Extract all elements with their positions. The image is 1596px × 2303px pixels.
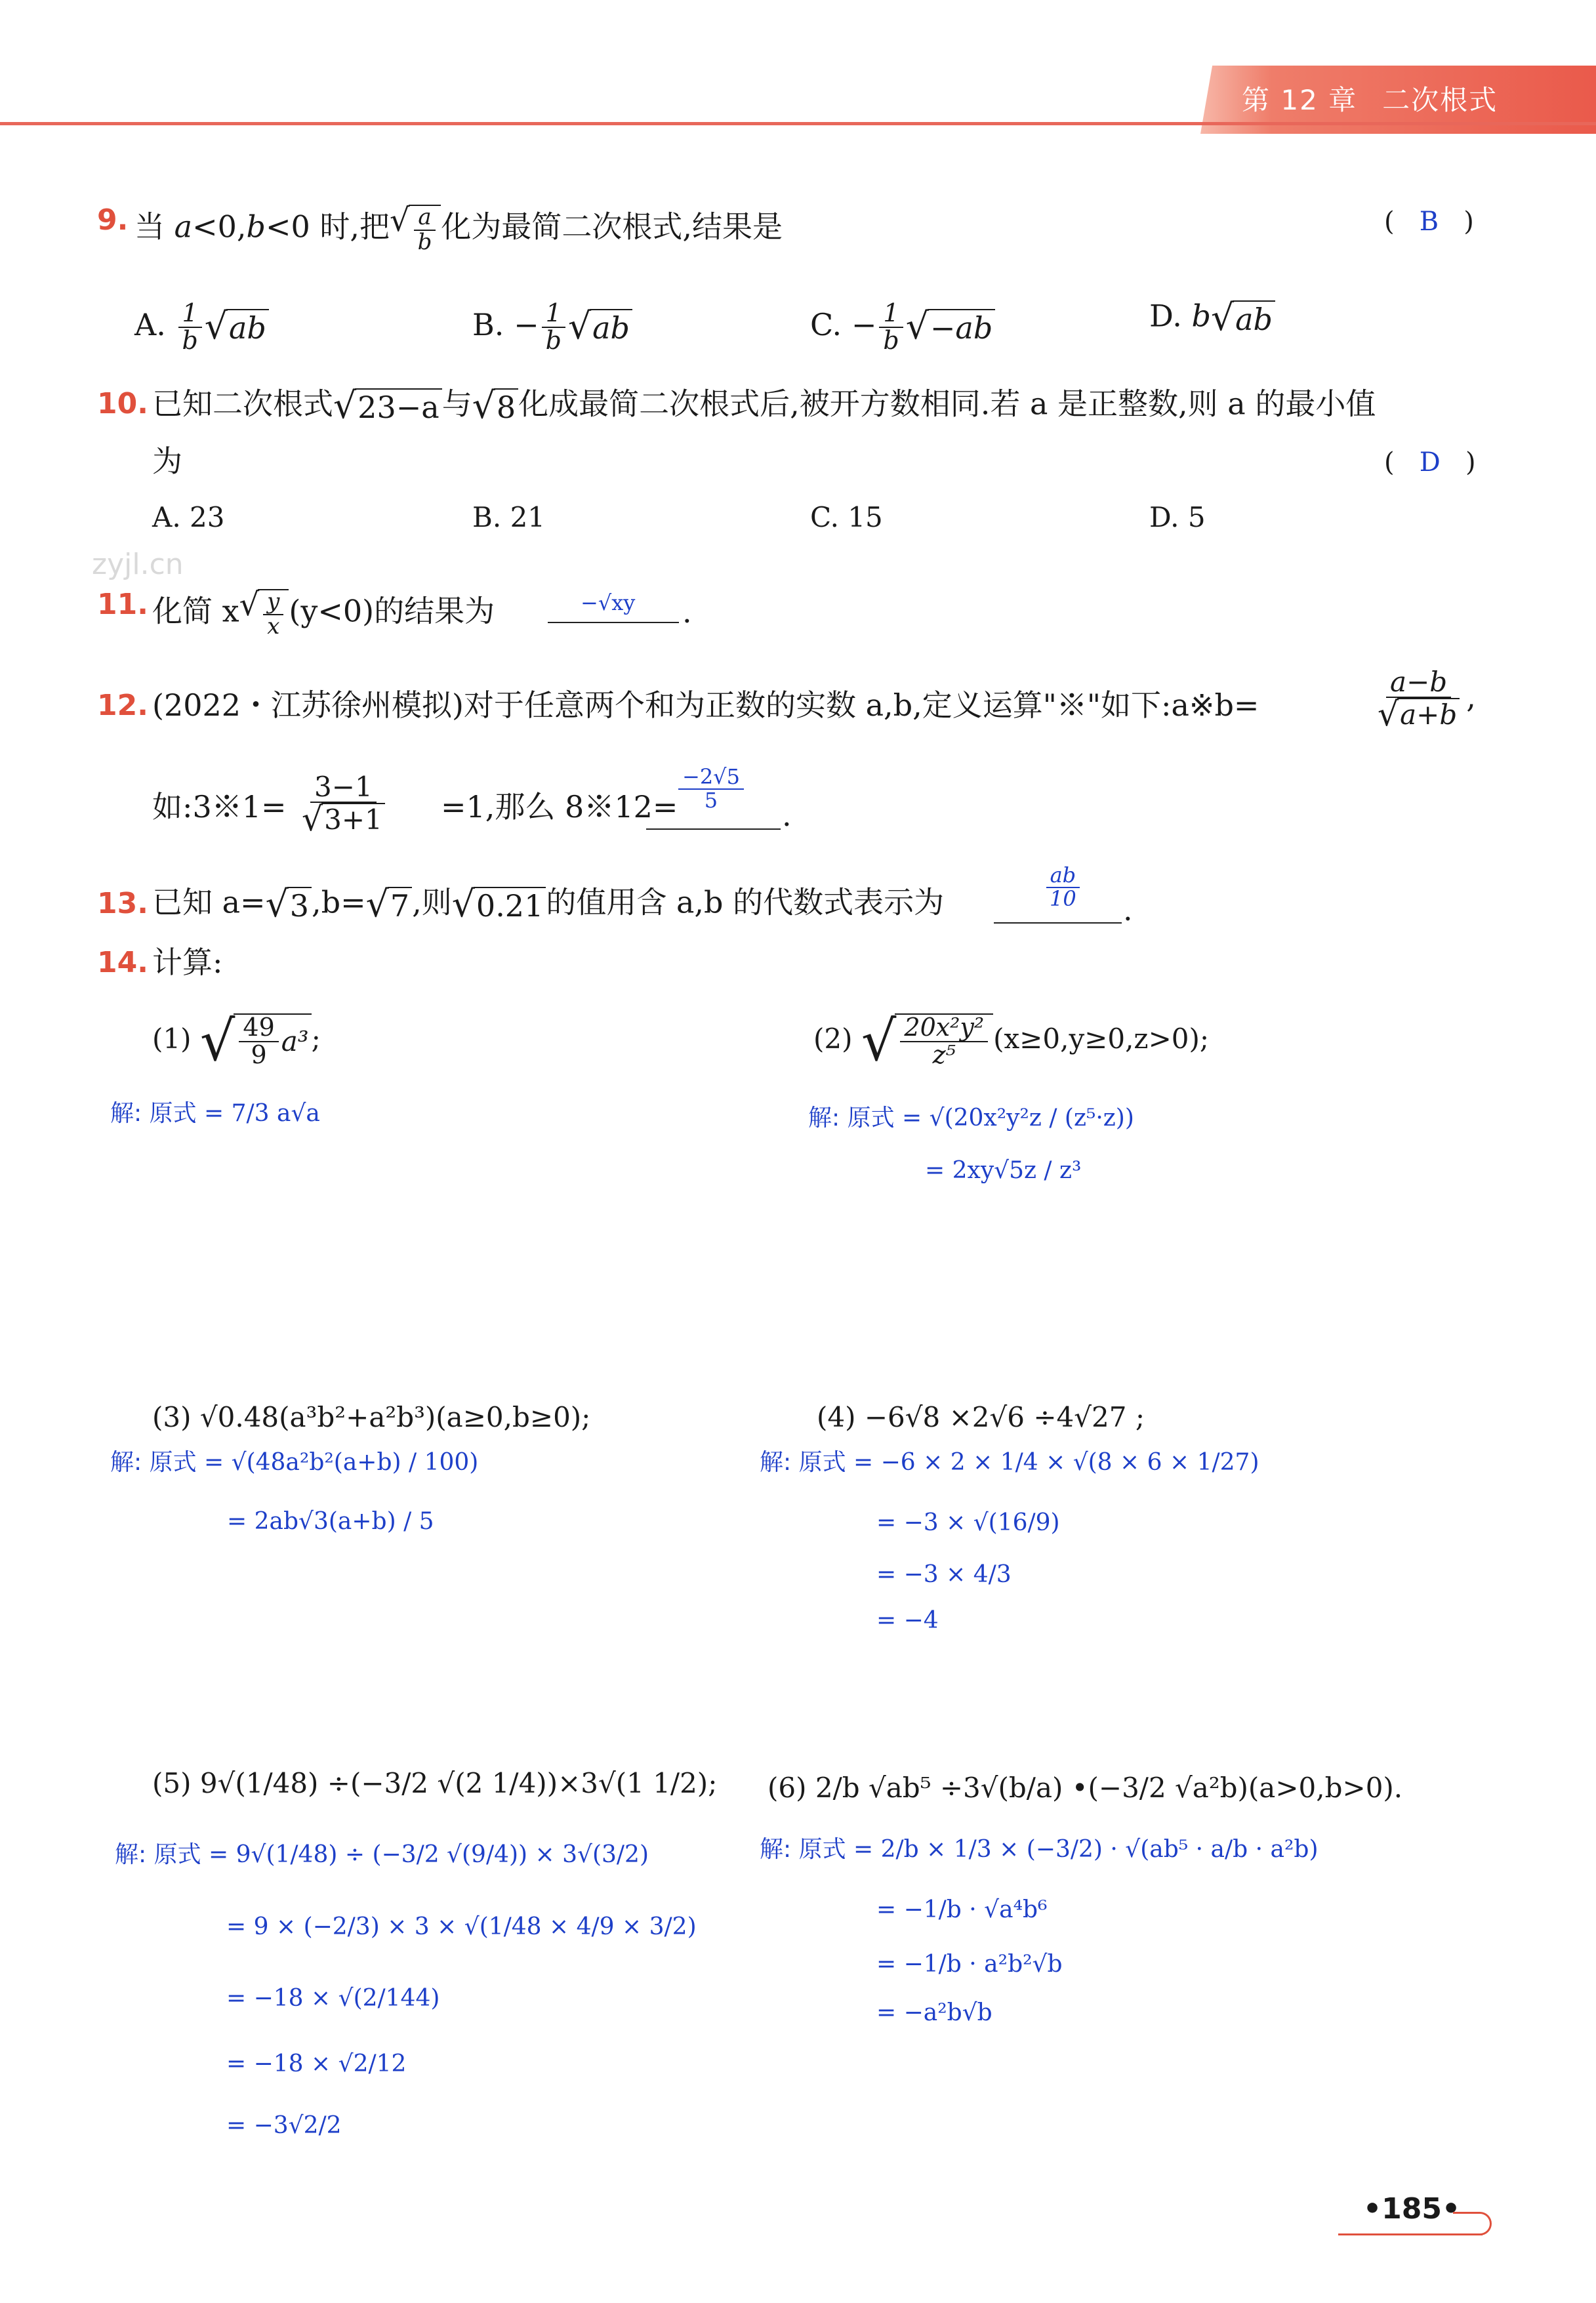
q9-option-b: B. − $\frac{1}{b}$ √ ab: [472, 300, 632, 354]
q9-option-c: C. − $\frac{1}{b}$ √ −ab: [810, 300, 995, 354]
q11-blank: [548, 622, 679, 623]
chapter-number: 第 12 章: [1242, 84, 1358, 116]
header-rule: [0, 122, 1596, 125]
q14-part3-expr: (3) √0.48(a³b²+a²b³)(a≥0,b≥0);: [152, 1401, 591, 1433]
q14-part5-solution: 解: 原式 = 9√(1/48) ÷ (−3/2 √(9/4)) × 3√(3/2) = 9 × (−2/3) × 3 × √(1/48 × 4/9 × 3/2) = −18 × √(2/144) = −18 × √2/12 = −3√2/2: [115, 1841, 697, 2140]
q14-part1-step1: = 7/3 a√a: [204, 1100, 320, 1127]
q13-stem: 已知 a= √ 3 ,b= √ 7 ,则 √ 0.21 的值用含 a,b 的代数式表示为: [152, 884, 945, 926]
q12-example-tail: =1,那么 8※12=: [441, 789, 678, 825]
q14-part6-step2: = −1/b · √a⁴b⁶: [876, 1896, 1048, 1923]
q10-line2: 为: [152, 443, 182, 479]
q9-answer: B: [1419, 207, 1439, 237]
q14-part6-step3: = −1/b · a²b²√b: [876, 1951, 1063, 1978]
q14-part6-expr: (6) 2/b √ab⁵ ÷3√(b/a) •(−3/2 √a²b)(a>0,b>0).: [767, 1772, 1403, 1804]
q12-stem: (2022・江苏徐州模拟)对于任意两个和为正数的实数 a,b,定义运算"※"如下:a※b=: [152, 687, 1259, 723]
q14-part2-step1: = √(20x²y²z / (z⁵·z)): [902, 1105, 1134, 1131]
q10-option-d: D. 5: [1149, 501, 1206, 533]
q14-part3-solution: 解: 原式 = √(48a²b²(a+b) / 100) = 2ab√3(a+b) / 5: [110, 1449, 479, 1535]
q9-answer-paren: ( B ): [1384, 207, 1474, 237]
q10-option-a: A. 23: [152, 501, 225, 533]
q14-part5-expr: (5) 9√(1/48) ÷(−3/2 √(2 1/4))×3√(1 1/2);: [152, 1767, 718, 1799]
q14-number: 14.: [97, 946, 148, 979]
q14-part5-step5: = −3√2/2: [226, 2112, 342, 2140]
q14-part4-step4: = −4: [876, 1606, 939, 1634]
q14-part4-step1: = −6 × 2 × 1/4 × √(8 × 6 × 1/27): [853, 1449, 1259, 1476]
q11-stem: 化简 x √ $\frac{y}{x}$ (y<0)的结果为: [152, 586, 495, 640]
q14-part2-expr: (2) √ $\frac{\text{20x²y²}}{\text{z⁵}}$ (x≥0,y≥0,z>0);: [813, 1009, 1210, 1073]
q10-option-b: B. 21: [472, 501, 546, 533]
q14-title: 计算:: [152, 945, 223, 980]
q12-number: 12.: [97, 689, 148, 722]
q11-number: 11.: [97, 588, 148, 621]
q10-answer: D: [1419, 447, 1441, 478]
q14-part2-step2: = 2xy√5z / z³: [925, 1156, 1082, 1184]
q14-part5-step4: = −18 × √2/12: [226, 2050, 407, 2077]
watermark: zyjl.cn: [92, 548, 184, 581]
page-number: •185•: [1363, 2192, 1461, 2226]
q9-option-a: A. $\frac{1}{b}$ √ ab: [134, 300, 269, 354]
q14-part3-step1: = √(48a²b²(a+b) / 100): [204, 1449, 479, 1476]
q13-blank: [994, 922, 1122, 924]
q11-end: .: [682, 594, 692, 630]
q14-part6-step1: = 2/b × 1/3 × (−3/2) · √(ab⁵ · a/b · a²b): [853, 1836, 1319, 1863]
q10-line1: 已知二次根式 √ 23−a 与 √ 8 化成最简二次根式后,被开方数相同.若 a 是正整数,则 a 的最小值: [152, 385, 1376, 427]
q12-definition: a−b √ a+b ,: [1378, 666, 1476, 734]
q14-part3-step2: = 2ab√3(a+b) / 5: [227, 1507, 434, 1535]
q12-answer: $\frac{-2√5}{5}$: [676, 766, 747, 811]
q13-number: 13.: [97, 887, 148, 920]
q13-end: .: [1123, 892, 1133, 927]
q12-example: 如:3※1=: [152, 789, 287, 825]
q14-part6-step4: = −a²b√b: [876, 1999, 992, 2026]
q14-part6-solution: 解: 原式 = 2/b × 1/3 × (−3/2) · √(ab⁵ · a/b · a²b) = −1/b · √a⁴b⁶ = −1/b · a²b²√b = −a²b√b: [760, 1836, 1319, 2026]
q14-part2-solution: 解: 原式 = √(20x²y²z / (z⁵·z)) = 2xy√5z / z³: [808, 1105, 1134, 1184]
q11-answer: −√xy: [581, 590, 636, 615]
q12-end: .: [782, 798, 792, 833]
q10-option-c: C. 15: [810, 501, 883, 533]
q14-part4-solution: 解: 原式 = −6 × 2 × 1/4 × √(8 × 6 × 1/27) = −3 × √(16/9) = −3 × 4/3 = −4: [760, 1449, 1259, 1634]
q9-number: 9.: [97, 203, 129, 237]
q14-part1-solution: 解: 原式 = 7/3 a√a: [110, 1100, 320, 1127]
q12-example-frac: 3−1 √ 3+1: [295, 773, 392, 836]
q10-answer-paren: ( D ): [1384, 447, 1476, 478]
chapter-title: 二次根式: [1382, 84, 1498, 116]
q9-option-d: D. b √ ab: [1149, 300, 1275, 336]
q14-part5-step3: = −18 × √(2/144): [226, 1985, 440, 2012]
q10-number: 10.: [97, 387, 148, 420]
q14-part4-step2: = −3 × √(16/9): [876, 1509, 1060, 1536]
q9-stem: 当 a<0,b<0 时,把 √ $\frac{a}{b}$ 化为最简二次根式,结果是: [134, 202, 783, 255]
q14-part1-expr: (1) √ $\frac{49}{9}$ a³ ;: [152, 1009, 321, 1073]
q14-part4-expr: (4) −6√8 ×2√6 ÷4√27 ;: [817, 1401, 1145, 1433]
chapter-header: [1242, 79, 1523, 118]
q14-part5-step1: = 9√(1/48) ÷ (−3/2 √(9/4)) × 3√(3/2): [209, 1841, 649, 1868]
q12-blank: [646, 828, 781, 830]
page-number-curl: [1453, 2212, 1492, 2235]
q14-part4-step3: = −3 × 4/3: [876, 1561, 1012, 1589]
q13-answer: $\frac{ab}{10}$: [1043, 865, 1083, 910]
q14-part5-step2: = 9 × (−2/3) × 3 × √(1/48 × 4/9 × 3/2): [226, 1913, 697, 1940]
